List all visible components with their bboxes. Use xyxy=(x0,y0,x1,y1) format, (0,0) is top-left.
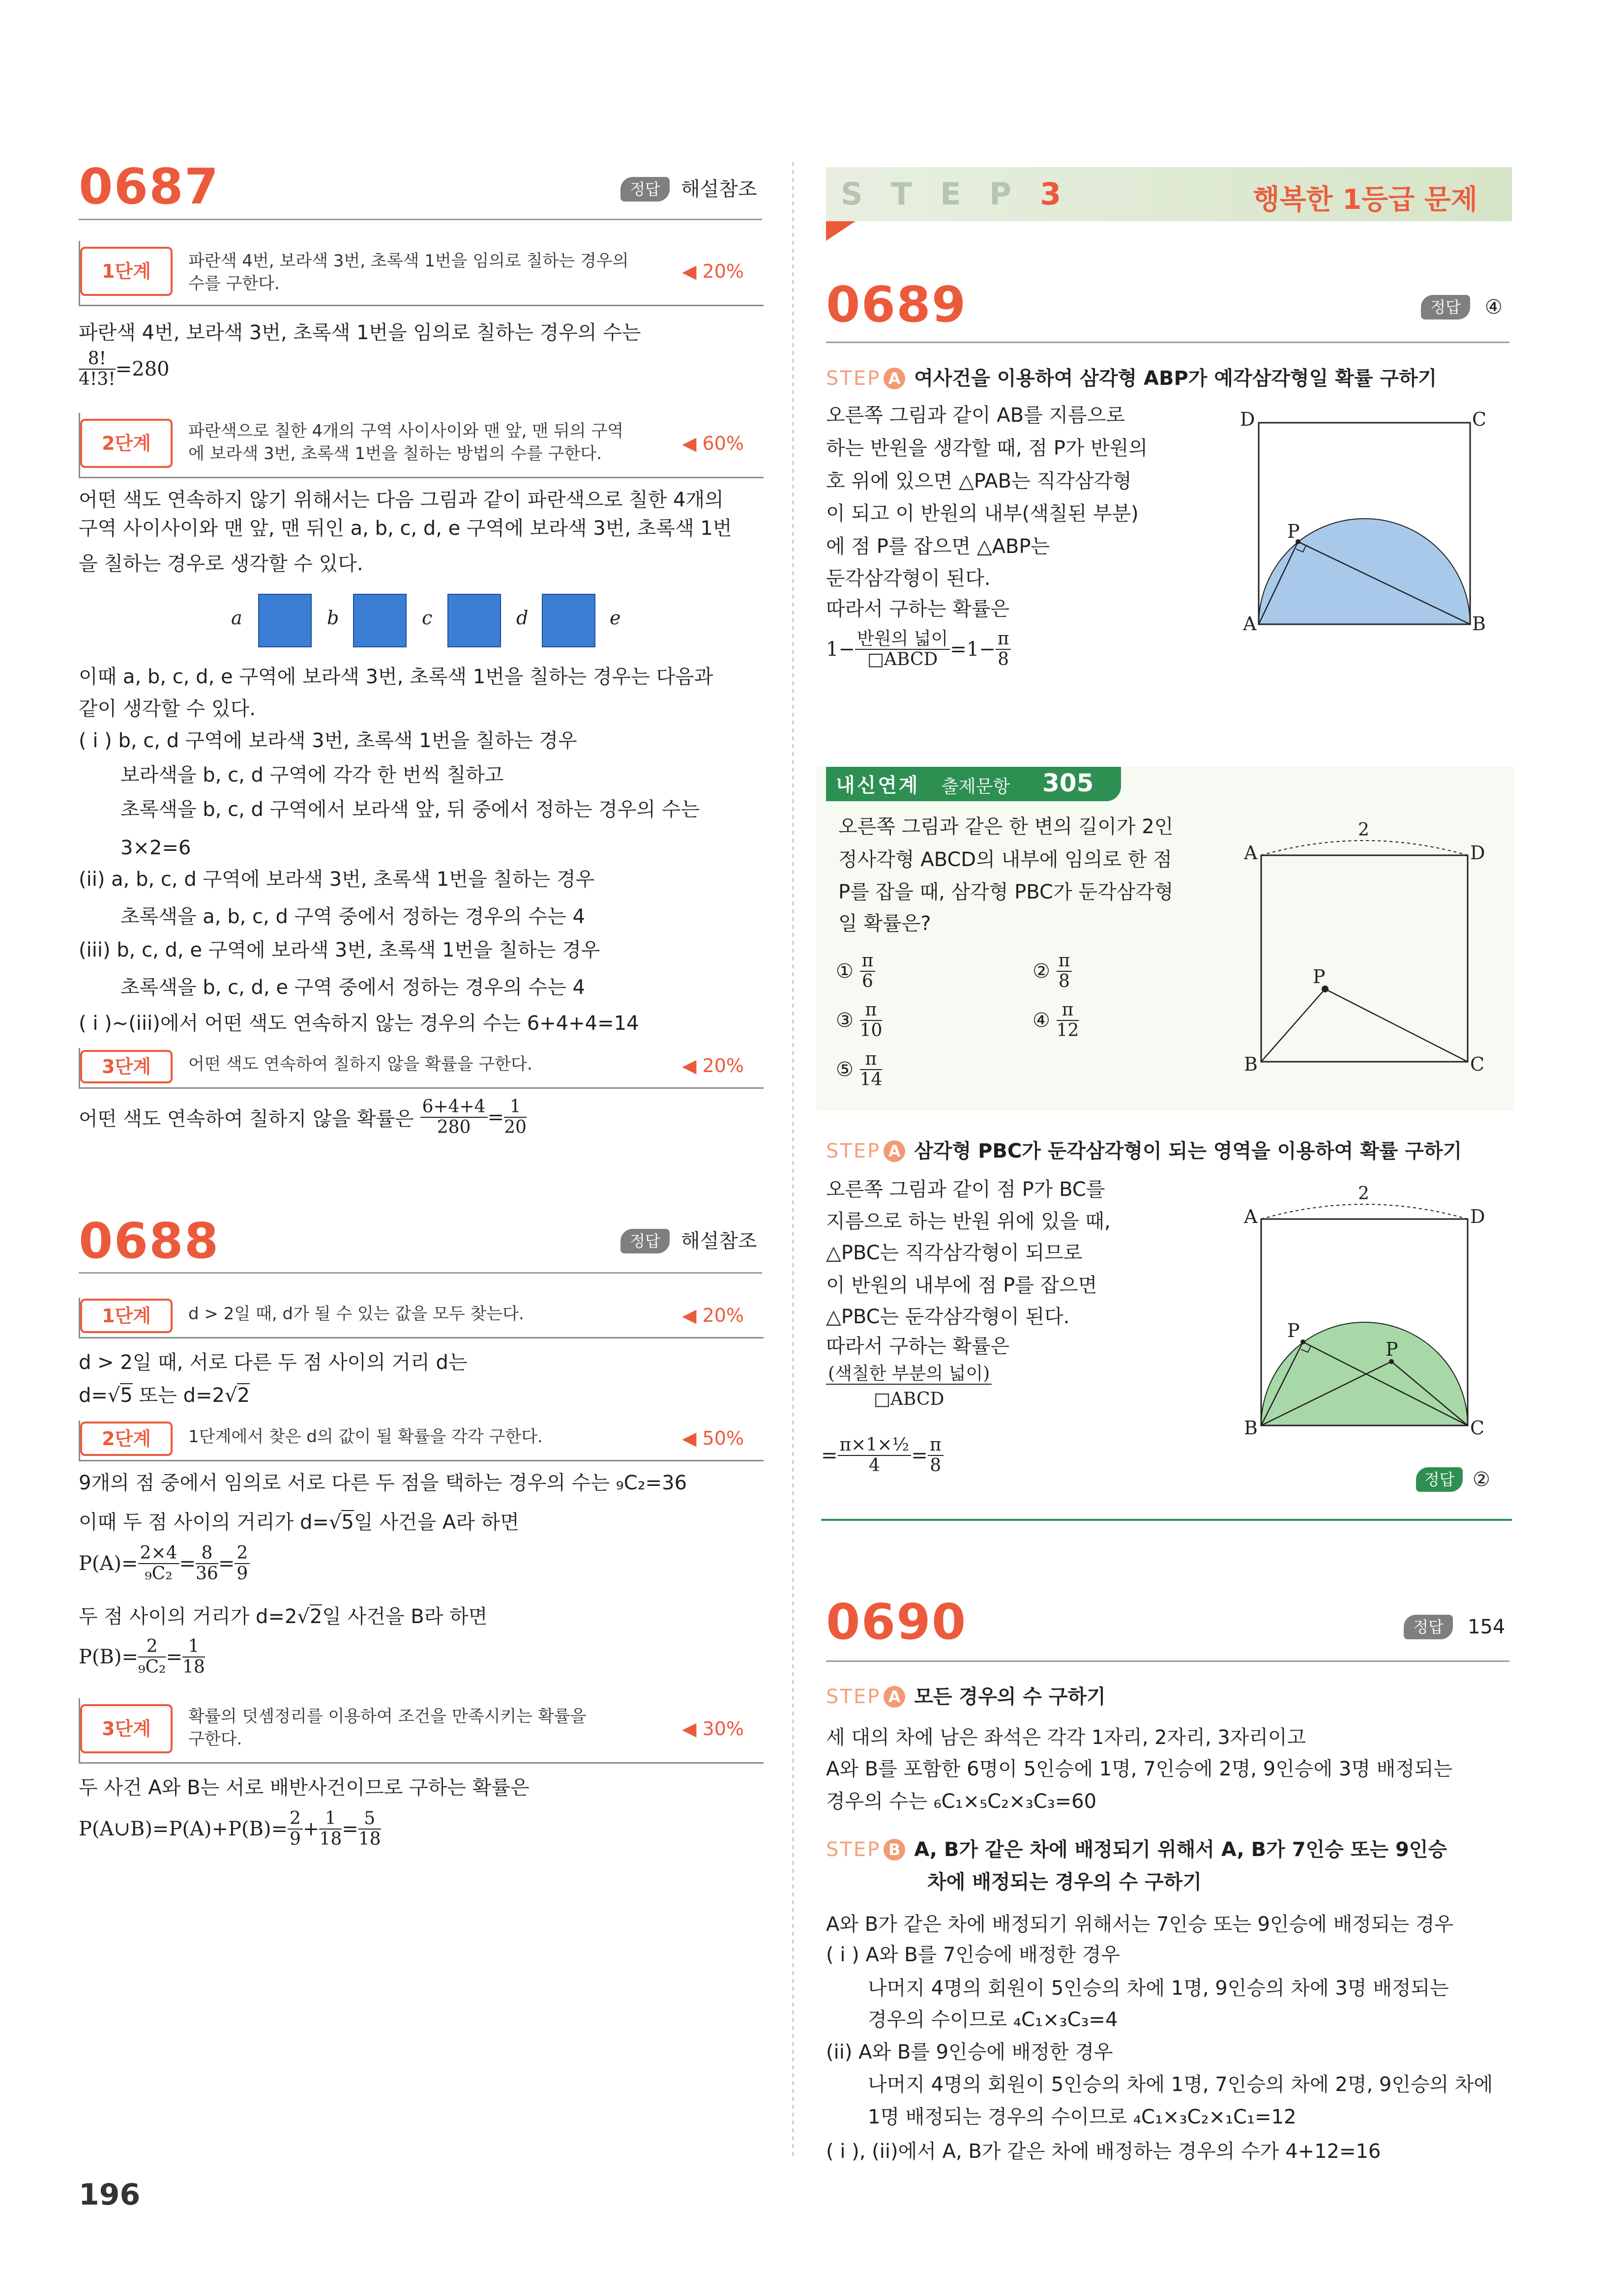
step-b-heading: STEP B A, B가 같은 차에 배정되기 위해서 A, B가 7인승 또는 9인승 차에 배정되는 경우의 수 구하기 xyxy=(826,1838,1447,1893)
step2-box xyxy=(79,1421,764,1461)
text-line: d > 2일 때, 서로 다른 두 점 사이의 거리 d는 xyxy=(79,1351,468,1374)
label-d: D xyxy=(1470,842,1485,864)
text-line: A와 B가 같은 차에 배정되기 위해서는 7인승 또는 9인승에 배정되는 경우 xyxy=(826,1913,1454,1936)
step3-box xyxy=(79,1698,764,1764)
answer-badge: 정답 xyxy=(620,1229,670,1253)
text-line: 같이 생각할 수 있다. xyxy=(79,698,256,720)
slot-label: c xyxy=(422,607,433,629)
option-2[interactable]: ② $\frac{\pi}{8}$ xyxy=(1033,951,1072,991)
text-line: 두 점 사이의 거리가 d=2√2일 사건을 B라 하면 xyxy=(79,1605,488,1628)
text-line: ( i ) b, c, d 구역에 보라색 3번, 초록색 1번을 칠하는 경우 xyxy=(79,729,577,752)
label-p: P xyxy=(1287,521,1300,542)
text-line: 경우의 수이므로 ₄C₁×₃C₃=4 xyxy=(868,2008,1118,2031)
text-line: △PBC는 둔각삼각형이 된다. xyxy=(826,1306,1070,1328)
answer-badge: 정답 xyxy=(1421,295,1470,320)
figure-305-solution xyxy=(1229,1180,1505,1445)
label-c: C xyxy=(1470,1417,1485,1439)
text-line: 따라서 구하는 확률은 xyxy=(826,1335,1010,1358)
fraction: $\frac{8!}{4!3!}$ =280 xyxy=(79,349,170,389)
answer-ref: 해설참조 xyxy=(681,178,757,201)
step1-pct: ◀ 20% xyxy=(682,1305,744,1326)
text-line: ( i ) A와 B를 7인승에 배정한 경우 xyxy=(826,1944,1120,1966)
text-line: (ii) A와 B를 9인승에 배정한 경우 xyxy=(826,2041,1113,2063)
step1-desc: 파란색 4번, 보라색 3번, 초록색 1번을 임의로 칠하는 경우의 수를 구한다. xyxy=(188,251,629,293)
segment-pb xyxy=(1261,989,1325,1062)
text-line: A와 B를 포함한 6명이 5인승에 1명, 7인승에 2명, 9인승에 3명 배정되는 xyxy=(826,1758,1453,1780)
step-a-heading: STEP A 삼각형 PBC가 둔각삼각형이 되는 영역을 이용하여 확률 구하기 xyxy=(826,1140,1462,1163)
step1-desc: d > 2일 때, d가 될 수 있는 값을 모두 찾는다. xyxy=(188,1304,524,1324)
step2-pct: ◀ 50% xyxy=(682,1427,744,1449)
divider xyxy=(79,1272,762,1274)
answer-badge: 정답 xyxy=(620,177,670,202)
step2-desc: 1단계에서 찾은 d의 값이 될 확률을 각각 구한다. xyxy=(188,1427,543,1447)
label-c: C xyxy=(1472,408,1487,430)
naesin-tag: 내신연계 출제문항 305 xyxy=(826,767,1121,801)
label-c: C xyxy=(1470,1053,1485,1075)
problem-number-0689: 0689 xyxy=(826,276,967,333)
divider xyxy=(821,1519,1512,1521)
label-p: P xyxy=(1287,1320,1300,1341)
label-b: B xyxy=(1244,1417,1258,1439)
answer-badge: 정답 xyxy=(1416,1467,1463,1492)
step3-desc: 어떤 색도 연속하여 칠하지 않을 확률을 구한다. xyxy=(188,1054,532,1074)
slot-label: d xyxy=(516,607,529,629)
slot-label: e xyxy=(610,607,621,629)
slot-label: a xyxy=(231,607,242,629)
divider xyxy=(826,1660,1509,1662)
text-line: 3×2=6 xyxy=(120,837,191,859)
problem-number-0690: 0690 xyxy=(826,1593,967,1651)
step1-pct: ◀ 20% xyxy=(682,261,744,282)
prob-a: P(A)= $\frac{2\times 4}{\text{₉C₂}}$ = $\frac{8}{36}$ = $\frac{2}{9}$ xyxy=(79,1543,250,1584)
step1-label: 1단계 xyxy=(80,1299,173,1333)
problem-number-0687: 0687 xyxy=(79,158,220,215)
step-label: S T E P 3 xyxy=(841,176,1070,212)
text-line: 어떤 색도 연속하지 않기 위해서는 다음 그림과 같이 파란색으로 칠한 4개의 xyxy=(79,489,724,511)
text-line: 지름으로 하는 반원 위에 있을 때, xyxy=(826,1210,1111,1233)
option-3[interactable]: ③ $\frac{\pi}{10}$ xyxy=(836,1000,883,1041)
answer-value: 154 xyxy=(1468,1616,1506,1638)
text-line: 둔각삼각형이 된다. xyxy=(826,567,991,590)
text-line: 파란색 4번, 보라색 3번, 초록색 1번을 임의로 칠하는 경우의 수는 xyxy=(79,321,641,344)
side-length: 2 xyxy=(1358,820,1369,840)
text-line: 이때 두 점 사이의 거리가 d=√5일 사건을 A라 하면 xyxy=(79,1511,519,1534)
step2-label: 2단계 xyxy=(80,419,173,468)
step-a-heading: STEP A 여사건을 이용하여 삼각형 ABP가 예각삼각형일 확률 구하기 xyxy=(826,367,1437,390)
divider xyxy=(826,342,1509,343)
text-line: 이 되고 이 반원의 내부(색칠된 부분) xyxy=(826,502,1139,525)
option-1[interactable]: ① $\frac{\pi}{6}$ xyxy=(836,951,875,991)
answer-ref: 해설참조 xyxy=(681,1230,757,1252)
blue-square xyxy=(542,594,595,647)
text-line: 나머지 4명의 회원이 5인승의 차에 1명, 7인승의 차에 2명, 9인승의 차에 xyxy=(868,2073,1493,2096)
prob-b: P(B)= $\frac{2}{\text{₉C₂}}$ = $\frac{1}{18}$ xyxy=(79,1636,205,1677)
text-line: 9개의 점 중에서 임의로 서로 다른 두 점을 택하는 경우의 수는 ₉C₂=36 xyxy=(79,1472,687,1494)
fraction-area: $\frac{\text{(색칠한 부분의 넓이)}}{\text{□ABCD}}$ xyxy=(826,1364,992,1414)
text-line: 구역 사이사이와 맨 앞, 맨 뒤인 a, b, c, d, e 구역에 보라색 3번, 초록색 1번 xyxy=(79,517,732,540)
text-line: 1명 배정되는 경우의 수이므로 ₄C₁×₃C₂×₁C₁=12 xyxy=(868,2106,1297,2128)
text-line: 일 확률은? xyxy=(838,912,931,935)
step3-label: 3단계 xyxy=(80,1704,173,1753)
text-line: 따라서 구하는 확률은 xyxy=(826,598,1010,620)
text-line: 에 점 P를 잡으면 △ABP는 xyxy=(826,535,1050,558)
problem-number-0688: 0688 xyxy=(79,1212,220,1270)
text-line: 나머지 4명의 회원이 5인승의 차에 1명, 9인승의 차에 3명 배정되는 xyxy=(868,1977,1449,2000)
label-a: A xyxy=(1244,842,1258,864)
text-line: (ii) a, b, c, d 구역에 보라색 3번, 초록색 1번을 칠하는 경우 xyxy=(79,868,595,891)
blue-square xyxy=(447,594,501,647)
step3-banner xyxy=(826,167,1512,221)
text-line: 오른쪽 그림과 같이 AB를 지름으로 xyxy=(826,404,1125,427)
text-line: 호 위에 있으면 △PAB는 직각삼각형 xyxy=(826,470,1132,493)
option-4[interactable]: ④ $\frac{\pi}{12}$ xyxy=(1033,1000,1079,1041)
step3-pct: ◀ 30% xyxy=(682,1718,744,1740)
text-line: P를 잡을 때, 삼각형 PBC가 둔각삼각형 xyxy=(838,881,1174,903)
option-5[interactable]: ⑤ $\frac{\pi}{14}$ xyxy=(836,1049,883,1090)
region-diagram xyxy=(216,590,620,649)
text-line: 정사각형 ABCD의 내부에 임의로 한 점 xyxy=(838,848,1172,871)
final-probability: 어떤 색도 연속하여 칠하지 않을 확률은 $\frac{6+4+4}{280}$ = $\frac{1}{20}$ xyxy=(79,1097,527,1137)
step3-pct: ◀ 20% xyxy=(682,1055,744,1076)
step2-label: 2단계 xyxy=(80,1422,173,1456)
divider xyxy=(79,219,762,220)
step1-label: 1단계 xyxy=(80,247,173,296)
label-b: B xyxy=(1472,613,1486,635)
point-p1 xyxy=(1300,1339,1305,1344)
column-divider xyxy=(793,162,794,2158)
step1-box xyxy=(79,241,764,306)
step3-desc: 확률의 덧셈정리를 이용하여 조건을 만족시키는 확률을 구한다. xyxy=(188,1707,587,1749)
text-line: 이 반원의 내부에 점 P를 잡으면 xyxy=(826,1274,1097,1297)
figure-305 xyxy=(1229,816,1505,1081)
side-length: 2 xyxy=(1358,1184,1369,1204)
step2-box xyxy=(79,413,764,478)
square-abcd xyxy=(1261,855,1468,1062)
step3-label: 3단계 xyxy=(80,1050,173,1083)
step2-pct: ◀ 60% xyxy=(682,433,744,454)
answer-value: ② xyxy=(1473,1468,1490,1491)
figure-0689 xyxy=(1229,408,1505,639)
text-line: △PBC는 직각삼각형이 되므로 xyxy=(826,1242,1083,1264)
probability-equation: 1− $\frac{\text{반원의 넓이}}{\text{□ABCD}}$ =1− $\frac{\pi}{8}$ xyxy=(826,629,1011,669)
step3-box xyxy=(79,1048,764,1089)
label-p: P xyxy=(1386,1338,1398,1360)
step3-title: 행복한 1등급 문제 xyxy=(1253,184,1477,216)
text-line: 초록색을 b, c, d 구역에서 보라색 앞, 뒤 중에서 정하는 경우의 수는 xyxy=(120,798,700,821)
text-line: 초록색을 b, c, d, e 구역 중에서 정하는 경우의 수는 4 xyxy=(120,976,586,999)
text-line: d=√5 또는 d=2√2 xyxy=(79,1384,250,1407)
text-line: 초록색을 a, b, c, d 구역 중에서 정하는 경우의 수는 4 xyxy=(120,905,585,928)
text-line: 두 사건 A와 B는 서로 배반사건이므로 구하는 확률은 xyxy=(79,1776,530,1799)
dimension-arc xyxy=(1261,1204,1468,1219)
text-line: 보라색을 b, c, d 구역에 각각 한 번씩 칠하고 xyxy=(120,764,504,786)
step1-box xyxy=(79,1298,764,1338)
step2-desc: 파란색으로 칠한 4개의 구역 사이사이와 맨 앞, 맨 뒤의 구역 에 보라색 3번, 초록색 1번을 칠하는 방법의 수를 구한다. xyxy=(188,421,624,464)
slot-label: b xyxy=(327,607,339,629)
label-b: B xyxy=(1244,1053,1258,1075)
label-d: D xyxy=(1470,1206,1485,1227)
blue-square xyxy=(258,594,312,647)
banner-corner xyxy=(826,221,856,241)
label-p: P xyxy=(1313,966,1326,988)
segment-pc xyxy=(1325,989,1468,1062)
step-a-heading: STEP A 모든 경우의 수 구하기 xyxy=(826,1686,1106,1708)
text-line: 을 칠하는 경우로 생각할 수 있다. xyxy=(79,552,363,575)
text-line: ( i ), (ii)에서 A, B가 같은 차에 배정하는 경우의 수가 4+12=16 xyxy=(826,2140,1381,2163)
page-number: 196 xyxy=(79,2178,141,2212)
answer-badge: 정답 xyxy=(1404,1615,1453,1639)
dimension-arc xyxy=(1261,841,1468,855)
text-line: 이때 a, b, c, d, e 구역에 보라색 3번, 초록색 1번을 칠하는 경우는 다음과 xyxy=(79,666,713,688)
text-line: 오른쪽 그림과 같은 한 변의 길이가 2인 xyxy=(838,815,1174,838)
text-line: ( i )~(iii)에서 어떤 색도 연속하지 않는 경우의 수는 6+4+4=14 xyxy=(79,1012,639,1035)
label-a: A xyxy=(1244,1206,1258,1227)
text-line: 오른쪽 그림과 같이 점 P가 BC를 xyxy=(826,1178,1105,1201)
text-line: 하는 반원을 생각할 때, 점 P가 반원의 xyxy=(826,437,1148,460)
label-a: A xyxy=(1243,613,1257,635)
text-line: (iii) b, c, d, e 구역에 보라색 3번, 초록색 1번을 칠하는 경우 xyxy=(79,939,600,961)
text-line: 경우의 수는 ₆C₁×₅C₂×₃C₃=60 xyxy=(826,1790,1097,1813)
label-d: D xyxy=(1240,408,1255,430)
prob-union: P(A∪B)=P(A)+P(B)= $\frac{2}{9}$ + $\frac{1}{18}$ = $\frac{5}{18}$ xyxy=(79,1808,381,1849)
blue-square xyxy=(353,594,407,647)
answer-value: ④ xyxy=(1485,296,1503,319)
text-line: 세 대의 차에 남은 좌석은 각각 1자리, 2자리, 3자리이고 xyxy=(826,1726,1306,1749)
fraction-calc: = $\frac{\text{π×1×½}}{4}$ = $\frac{\pi}{8}$ xyxy=(821,1435,944,1476)
